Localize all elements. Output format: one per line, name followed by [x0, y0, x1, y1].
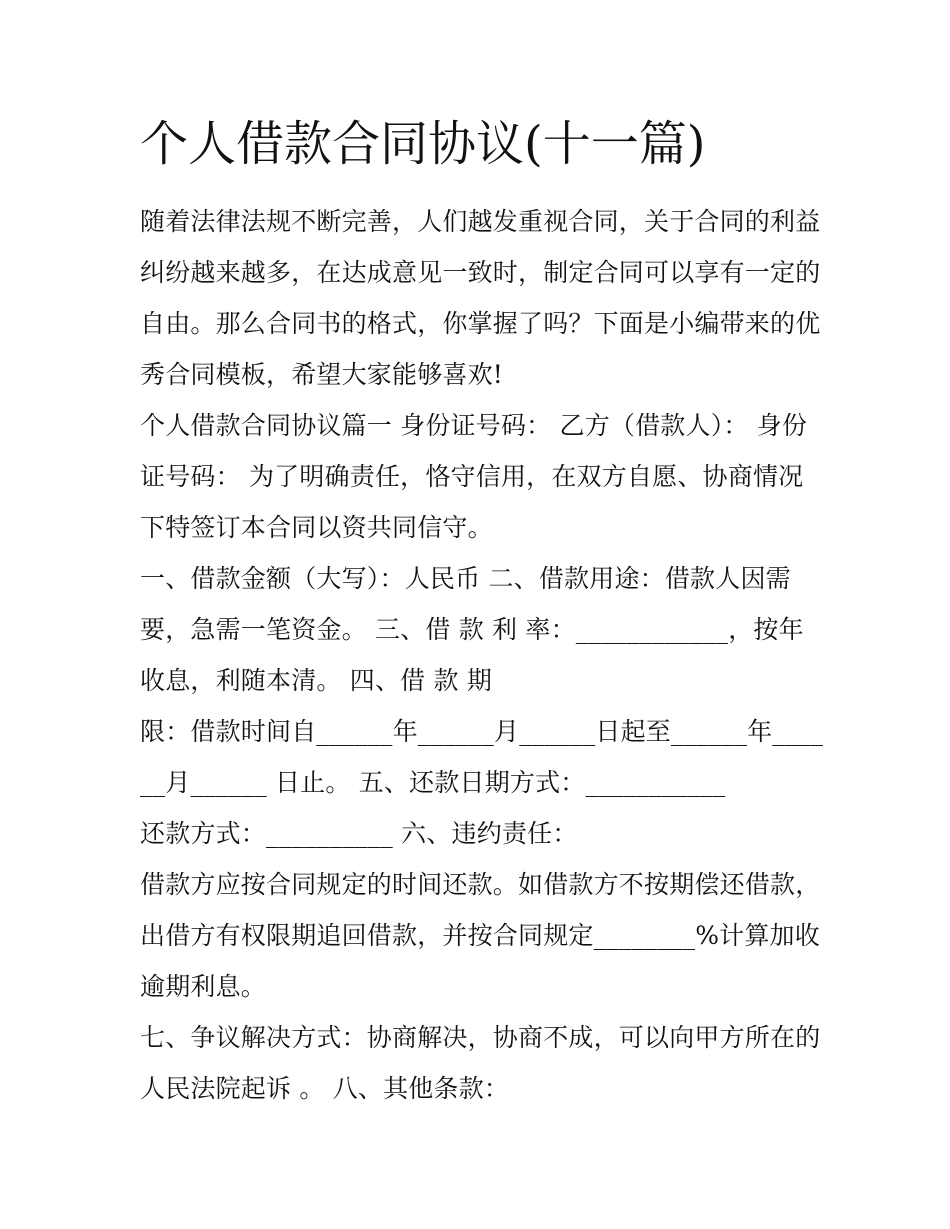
- body-line: 逾期利息。: [140, 972, 267, 1001]
- body-line: 要，急需一笔资金。 三、借 款 利 率：____________，按年: [140, 615, 804, 644]
- body-line: 借款方应按合同规定的时间还款。如借款方不按期偿还借款，: [140, 870, 821, 899]
- document-title: 个人借款合同协议(十一篇): [140, 116, 706, 172]
- body-line: 下特签订本合同以资共同信守。: [140, 513, 493, 542]
- body-line: 纠纷越来越多，在达成意见一致时，制定合同可以享有一定的: [140, 258, 821, 287]
- body-line: 出借方有权限期追回借款，并按合同规定________%计算加收: [140, 921, 820, 950]
- body-line: 还款方式：__________ 六、违约责任：: [140, 819, 578, 848]
- body-line: __月______ 日止。 五、还款日期方式：___________: [140, 768, 726, 797]
- body-line: 人民法院起诉 。 八、其他条款：: [140, 1074, 510, 1103]
- body-line: 个人借款合同协议篇一 身份证号码： 乙方（借款人）： 身份: [140, 411, 808, 440]
- body-line: 证号码： 为了明确责任，恪守信用，在双方自愿、协商情况: [140, 462, 804, 491]
- body-line: 自由。那么合同书的格式，你掌握了吗？下面是小编带来的优: [140, 309, 821, 338]
- body-line: 收息，利随本清。 四、借 款 期: [140, 666, 493, 695]
- body-line: 七、争议解决方式：协商解决，协商不成，可以向甲方所在的: [140, 1023, 821, 1052]
- body-line: 随着法律法规不断完善，人们越发重视合同，关于合同的利益: [140, 207, 821, 236]
- body-line: 秀合同模板，希望大家能够喜欢!: [140, 360, 504, 389]
- body-line: 限：借款时间自______年______月______日起至______年____: [140, 717, 824, 746]
- body-line: 一、借款金额（大写）：人民币 二、借款用途：借款人因需: [140, 564, 791, 593]
